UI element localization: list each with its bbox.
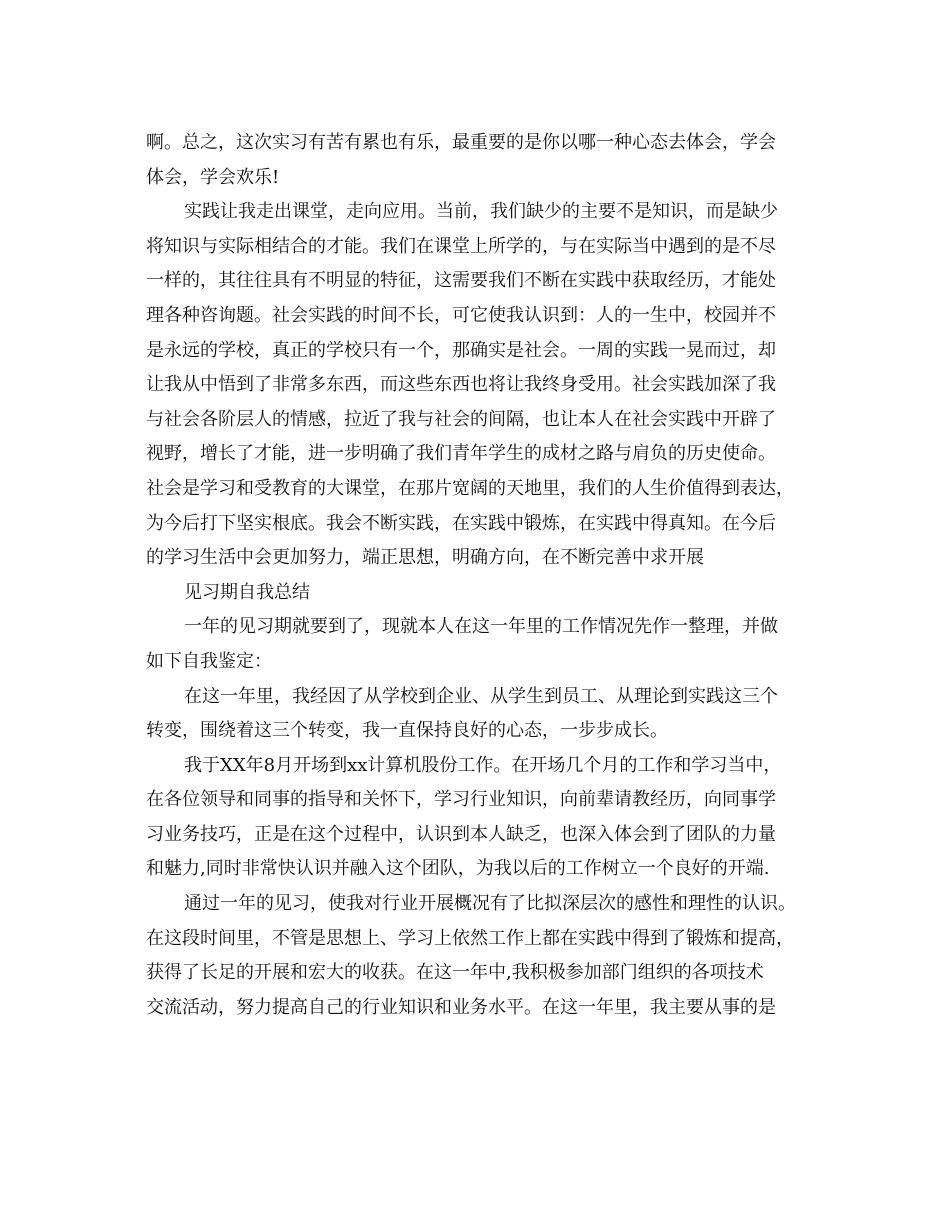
text-line: 在这一年里，我经因了从学校到企业、从学生到员工、从理论到实践这三个	[184, 685, 778, 707]
text-line: 视野，增长了才能，进一步明确了我们青年学生的成材之路与肩负的历史使命。	[146, 443, 776, 465]
text-line: 见习期自我总结	[184, 581, 310, 603]
text-line: 将知识与实际相结合的才能。我们在课堂上所学的，与在实际当中遇到的是不尽	[146, 235, 776, 257]
text-line: 在各位领导和同事的指导和关怀下，学习行业知识，向前辈请教经历，向同事学	[146, 789, 776, 811]
body-text	[146, 126, 810, 1025]
text-line: 体会，学会欢乐!	[146, 166, 280, 188]
text-line: 一年的见习期就要到了，现就本人在这一年里的工作情况先作一整理，并做	[184, 616, 778, 638]
text-line: 获得了长足的开展和宏大的收获。在这一年中,我积极参加部门组织的各项技术	[146, 962, 764, 984]
text-line: 转变，围绕着这三个转变，我一直保持良好的心态，一步步成长。	[146, 720, 668, 742]
text-line: 和魅力,同时非常快认识并融入这个团队，为我以后的工作树立一个良好的开端.	[146, 858, 770, 880]
text-line: 社会是学习和受教育的大课堂，在那片宽阔的天地里，我们的人生价值得到表达，	[146, 477, 794, 499]
text-line: 的学习生活中会更加努力，端正思想，明确方向，在不断完善中求开展	[146, 547, 704, 569]
text-line: 交流活动，努力提高自己的行业知识和业务水平。在这一年里，我主要从事的是	[146, 996, 776, 1018]
text-line: 如下自我鉴定：	[146, 650, 272, 672]
text-line: 在这段时间里，不管是思想上、学习上依然工作上都在实践中得到了锻炼和提高，	[146, 927, 794, 949]
text-line: 习业务技巧，正是在这个过程中，认识到本人缺乏，也深入体会到了团队的力量	[146, 823, 776, 845]
text-line: 为今后打下坚实根底。我会不断实践，在实践中锻炼，在实践中得真知。在今后	[146, 512, 776, 534]
text-line: 通过一年的见习，使我对行业开展概况有了比拟深层次的感性和理性的认识。	[184, 893, 796, 915]
text-line: 是永远的学校，真正的学校只有一个，那确实是社会。一周的实践一晃而过，却	[146, 339, 776, 361]
text-line: 理各种咨询题。社会实践的时间不长，可它使我认识到：人的一生中，校园并不	[146, 304, 776, 326]
text-line: 与社会各阶层人的情感，拉近了我与社会的间隔，也让本人在社会实践中开辟了	[146, 408, 776, 430]
text-line: 啊。总之，这次实习有苦有累也有乐，最重要的是你以哪一种心态去体会，学会	[146, 132, 776, 153]
text-line: 实践让我走出课堂，走向应用。当前，我们缺少的主要不是知识，而是缺少	[184, 201, 778, 223]
text-line: 让我从中悟到了非常多东西，而这些东西也将让我终身受用。社会实践加深了我	[146, 374, 776, 396]
text-line: 一样的，其往往具有不明显的特征，这需要我们不断在实践中获取经历，才能处	[146, 270, 776, 292]
text-line: 我于XX年8月开场到xx计算机股份工作。在开场几个月的工作和学习当中，	[184, 754, 782, 776]
